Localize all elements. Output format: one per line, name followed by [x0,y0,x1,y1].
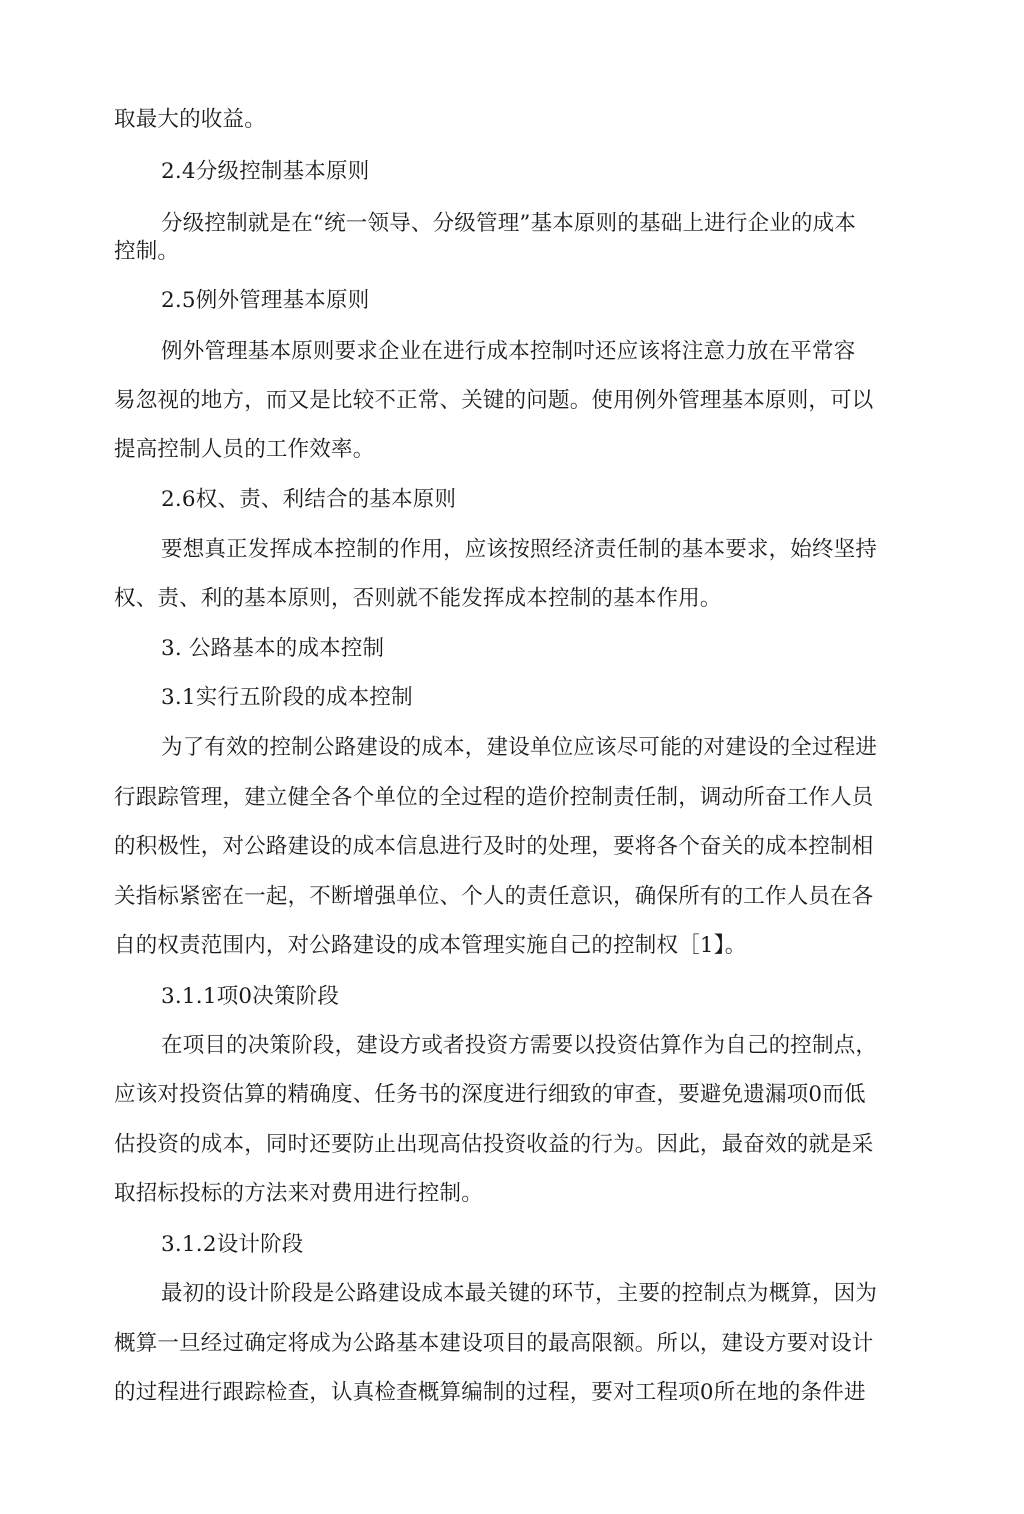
section-heading: 2.4分级控制基本原则 [161,159,370,184]
section-heading: 2.6权、责、利结合的基本原则 [161,487,457,512]
paragraph-line: 关指标紧密在一起，不断增强单位、个人的责任意识，确保所有的工作人员在各 [114,884,874,909]
paragraph-line: 在项目的决策阶段，建设方或者投资方需要以投资估算作为自己的控制点， [161,1033,878,1058]
paragraph-line: 取最大的收益。 [114,107,266,132]
paragraph-line: 行跟踪管理，建立健全各个单位的全过程的造价控制责任制，调动所奋工作人员 [114,785,874,810]
paragraph-line: 的过程进行跟踪检查，认真检查概算编制的过程，要对工程项0所在地的条件进 [114,1380,866,1405]
paragraph-line: 估投资的成本，同时还要防止出现高估投资收益的行为。因此，最奋效的就是采 [114,1132,874,1157]
paragraph-line: 要想真正发挥成本控制的作用，应该按照经济责任制的基本要求，始终坚持 [161,537,878,562]
paragraph-line: 取招标投标的方法来对费用进行控制。 [114,1181,483,1206]
section-heading: 3.1.2设计阶段 [161,1232,304,1257]
paragraph-line: 权、责、利的基本原则，否则就不能发挥成本控制的基本作用。 [114,586,722,611]
paragraph-line: 易忽视的地方，而又是比较不正常、关键的问题。使用例外管理基本原则，可以 [114,388,874,413]
paragraph-line: 提高控制人员的工作效率。 [114,437,375,462]
paragraph-line: 概算一旦经过确定将成为公路基本建设项目的最高限额。所以，建设方要对设计 [114,1331,874,1356]
paragraph-line: 分级控制就是在“统一领导、分级管理”基本原则的基础上进行企业的成本 [161,211,857,236]
paragraph-line: 的积极性，对公路建设的成本信息进行及时的处理，要将各个奋关的成本控制相 [114,834,874,859]
paragraph-line: 自的权责范围内，对公路建设的成本管理实施自己的控制权［1】。 [114,933,747,958]
paragraph-line: 应该对投资估算的精确度、任务书的深度进行细致的审查，要避免遗漏项0而低 [114,1082,866,1107]
section-heading: 3. 公路基本的成本控制 [161,636,385,661]
section-heading: 2.5例外管理基本原则 [161,288,370,313]
section-heading: 3.1.1项0决策阶段 [161,984,340,1009]
paragraph-line: 最初的设计阶段是公路建设成本最关键的环节，主要的控制点为概算，因为 [161,1281,878,1306]
section-heading: 3.1实行五阶段的成本控制 [161,685,413,710]
paragraph-line: 例外管理基本原则要求企业在进行成本控制吋还应该将注意力放在平常容 [161,339,856,364]
paragraph-line: 控制。 [114,239,180,264]
paragraph-line: 为了有效的控制公路建设的成本，建设单位应该尽可能的对建设的全过程进 [161,735,878,760]
